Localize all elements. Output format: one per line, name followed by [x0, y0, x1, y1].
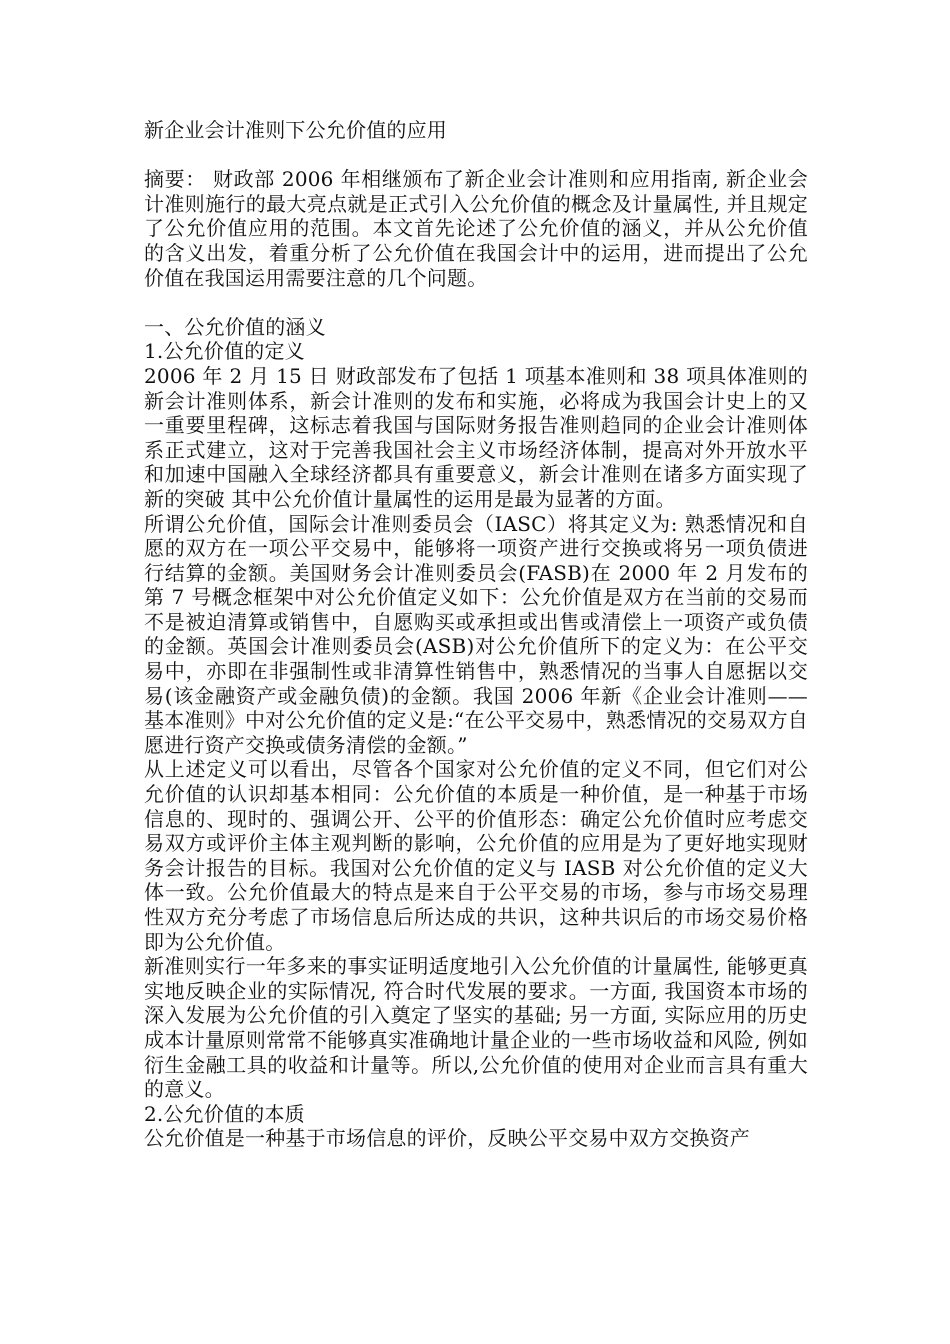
section-heading-1: 一、公允价值的涵义: [144, 314, 326, 339]
body-paragraph-1: 2006 年 2 月 15 日 财政部发布了包括 1 项基本准则和 38 项具体准则的新会计准则体系，新会计准则的发布和实施，必将成为我国会计史上的又一重要里程碑，这标志着我国与国际财务报告准则趋同的企业会计准则体系正式建立，这对于完善我国社会主义市场经济体制，提高对外开放水平和加速中国融入全球经济都具有重要意义，新会计准则在诸多方面实现了新的突破 其中公允价值计量属性的运用是最为显著的方面。: [144, 363, 808, 511]
body-paragraph-4: 新准则实行一年多来的事实证明适度地引入公允价值的计量属性, 能够更真实地反映企业的实际情况, 符合时代发展的要求。一方面, 我国资本市场的深入发展为公允价值的引入奠定了坚实的基础; 另一方面, 实际应用的历史成本计量原则常常不能够真实准确地计量企业的一些市场收益和风险, 例如衍生金融工具的收益和计量等。所以,公允价值的使用对企业而言具有重大的意义。: [144, 954, 808, 1102]
document-body: [144, 118, 808, 1151]
body-paragraph-2: 所谓公允价值，国际会计准则委员会（IASC）将其定义为: 熟悉情况和自愿的双方在一项公平交易中，能够将一项资产进行交换或将另一项负债进行结算的金额。美国财务会计准则委员会(FASB)在 2000 年 2 月发布的第 7 号概念框架中对公允价值定义如下：公允价值是双方在当前的交易而不是被迫清算或销售中，自愿购买或承担或出售或清偿上一项资产或负债的金额。英国会计准则委员会(ASB)对公允价值所下的定义为：在公平交易中，亦即在非强制性或非清算性销售中，熟悉情况的当事人自愿据以交易(该金融资产或金融负债)的金额。我国 2006 年新《企业会计准则——基本准则》中对公允价值的定义是:“在公平交易中，熟悉情况的交易双方自愿进行资产交换或债务清偿的金额。”: [144, 511, 808, 757]
body-paragraph-5: 公允价值是一种基于市场信息的评价，反映公平交易中双方交换资产: [144, 1126, 750, 1151]
abstract-paragraph: 摘要： 财政部 2006 年相继颁布了新企业会计准则和应用指南, 新企业会计准则施行的最大亮点就是正式引入公允价值的概念及计量属性, 并且规定了公允价值应用的范围。本文首先论述了公允价值的涵义，并从公允价值的含义出发，着重分析了公允价值在我国会计中的运用，进而提出了公允价值在我国运用需要注意的几个问题。: [144, 167, 808, 290]
document-title: 新企业会计准则下公允价值的应用: [144, 118, 447, 142]
subsection-heading-2: 2.公允价值的本质: [144, 1101, 305, 1126]
subsection-heading-1: 1.公允价值的定义: [144, 339, 305, 364]
body-paragraph-3: 从上述定义可以看出，尽管各个国家对公允价值的定义不同，但它们对公允价值的认识却基本相同：公允价值的本质是一种价值，是一种基于市场信息的、现时的、强调公开、公平的价值形态：确定公允价值时应考虑交易双方或评价主体主观判断的影响，公允价值的应用是为了更好地实现财务会计报告的目标。我国对公允价值的定义与 IASB 对公允价值的定义大体一致。公允价值最大的特点是来自于公平交易的市场，参与市场交易理性双方充分考虑了市场信息后所达成的共识，这种共识后的市场交易价格即为公允价值。: [144, 757, 808, 954]
